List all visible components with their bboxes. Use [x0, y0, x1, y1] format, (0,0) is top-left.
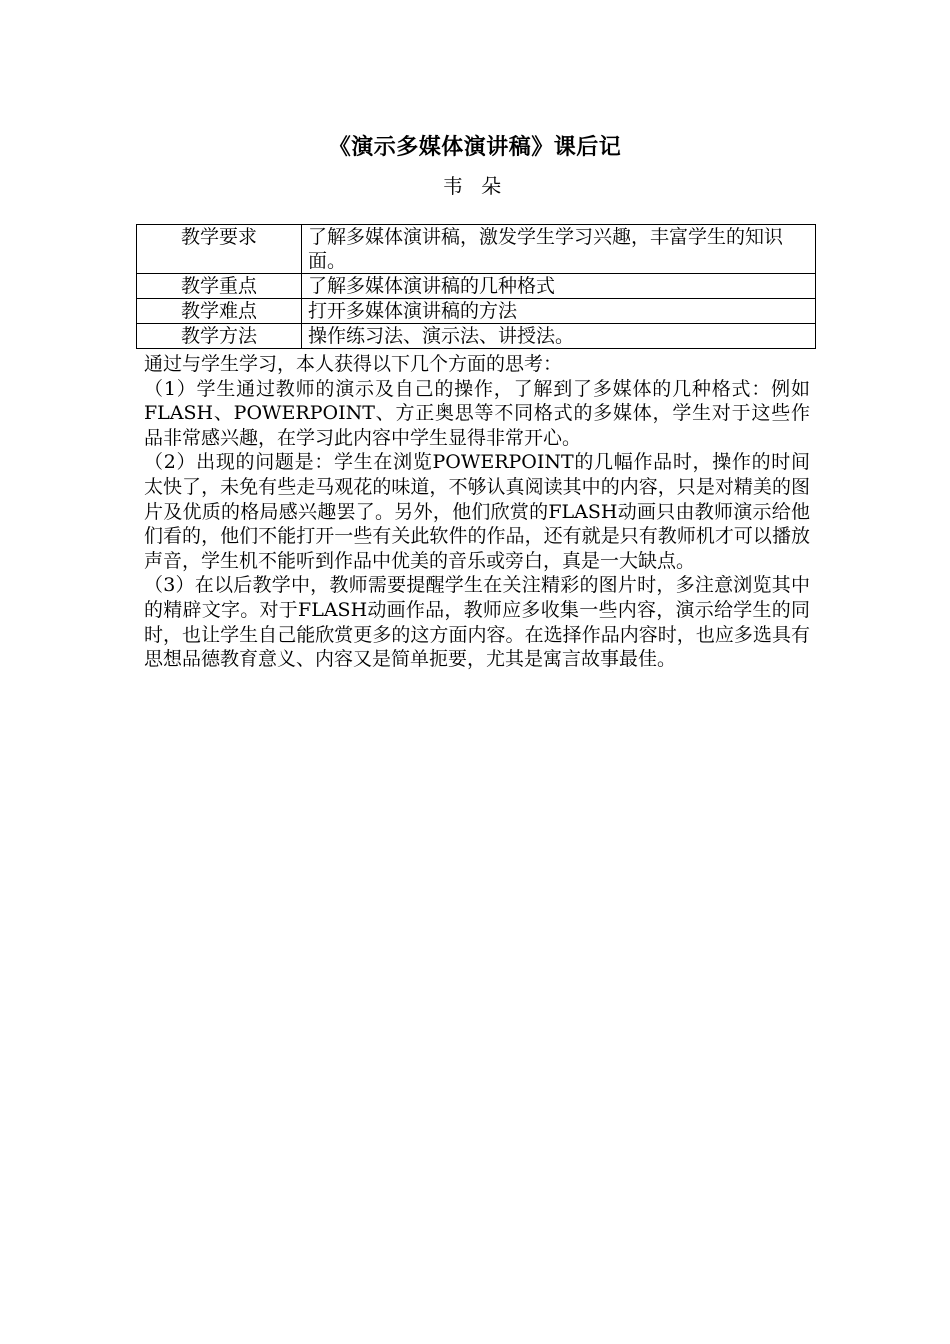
reflection-body: [144, 352, 810, 672]
teaching-info-table: [136, 224, 816, 349]
row-content: 操作练习法、演示法、讲授法。: [302, 324, 816, 349]
row-content: 了解多媒体演讲稿，激发学生学习兴趣，丰富学生的知识面。: [302, 225, 816, 274]
document-title: 《演示多媒体演讲稿》课后记: [328, 134, 622, 160]
row-label: 教学要求: [137, 225, 302, 274]
table-row: [137, 225, 816, 274]
point-1-paragraph: （1）学生通过教师的演示及自己的操作，了解到了多媒体的几种格式：例如FLASH、POWERPOINT、方正奥思等不同格式的多媒体，学生对于这些作品非常感兴趣，在学习此内容中学生显得非常开心。: [144, 377, 810, 449]
row-label: 教学难点: [137, 299, 302, 324]
table-row: [137, 274, 816, 299]
document-author: 韦 朵: [442, 174, 508, 198]
row-content: 了解多媒体演讲稿的几种格式: [302, 274, 816, 299]
table-row: [137, 299, 816, 324]
point-3-paragraph: （3）在以后教学中，教师需要提醒学生在关注精彩的图片时，多注意浏览其中的精辟文字。对于FLASH动画作品，教师应多收集一些内容，演示给学生的同时，也让学生自己能欣赏更多的这方面内容。在选择作品内容时，也应多选具有思想品德教育意义、内容又是简单扼要，尤其是寓言故事最佳。: [144, 574, 810, 671]
row-label: 教学重点: [137, 274, 302, 299]
row-content: 打开多媒体演讲稿的方法: [302, 299, 816, 324]
point-2-paragraph: （2）出现的问题是：学生在浏览POWERPOINT的几幅作品时，操作的时间太快了，未免有些走马观花的味道，不够认真阅读其中的内容，只是对精美的图片及优质的格局感兴趣罢了。另外，他们欣赏的FLASH动画只由教师演示给他们看的，他们不能打开一些有关此软件的作品，还有就是只有教师机才可以播放声音，学生机不能听到作品中优美的音乐或旁白，真是一大缺点。: [144, 451, 810, 572]
table-row: [137, 324, 816, 349]
intro-paragraph: 通过与学生学习，本人获得以下几个方面的思考：: [144, 353, 563, 375]
row-label: 教学方法: [137, 324, 302, 349]
